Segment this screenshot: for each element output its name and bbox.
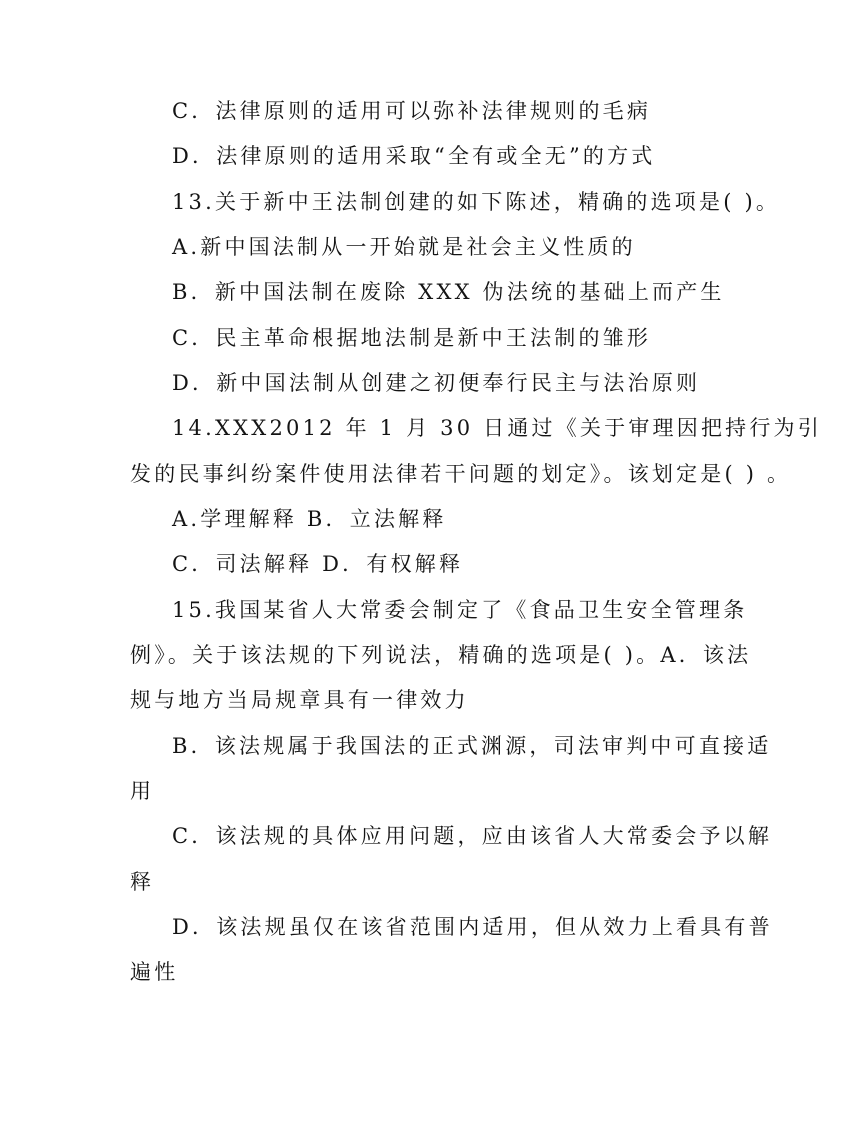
q15-option-d-line1: D．该法规虽仅在该省范围内适用，但从效力上看具有普 [172, 915, 773, 939]
q13-option-a: A.新中国法制从一开始就是社会主义性质的 [172, 235, 636, 259]
q14-options-ab: A.学理解释 B．立法解释 [172, 507, 447, 531]
q15-stem-line3: 规与地方当局规章具有一律效力 [130, 688, 469, 712]
q15-option-d-line2: 遍性 [130, 960, 179, 984]
q13-stem: 13.关于新中王法制创建的如下陈述，精确的选项是( )。 [172, 190, 781, 214]
q13-option-c: C．民主革命根据地法制是新中王法制的雏形 [172, 326, 652, 350]
q14-stem-line1: 14.XXX2012 年 1 月 30 日通过《关于审理因把持行为引 [172, 416, 822, 440]
q14-options-cd: C．司法解释 D．有权解释 [172, 552, 464, 576]
q15-option-c-line1: C．该法规的具体应用问题，应由该省人大常委会予以解 [172, 824, 773, 848]
q15-option-b-line1: B．该法规属于我国法的正式渊源，司法审判中可直接适 [172, 734, 772, 758]
q13-option-d: D．新中国法制从创建之初便奉行民主与法治原则 [172, 371, 701, 395]
q15-option-c-line2: 释 [130, 870, 155, 894]
q14-stem-line2: 发的民事纠纷案件使用法律若干问题的划定》。该划定是( ) 。 [130, 462, 792, 486]
q15-stem-line2: 例》。关于该法规的下列说法，精确的选项是( )。A．该法 [130, 643, 752, 667]
q13-option-b: B．新中国法制在废除 XXX 伪法统的基础上而产生 [172, 280, 725, 304]
q15-stem-line1: 15.我国某省人大常委会制定了《食品卫生安全管理条 [172, 598, 748, 622]
q12-option-c: C．法律原则的适用可以弥补法律规则的毛病 [172, 99, 652, 123]
q12-option-d: D．法律原则的适用采取“全有或全无”的方式 [172, 144, 656, 168]
q15-option-b-line2: 用 [130, 779, 155, 803]
